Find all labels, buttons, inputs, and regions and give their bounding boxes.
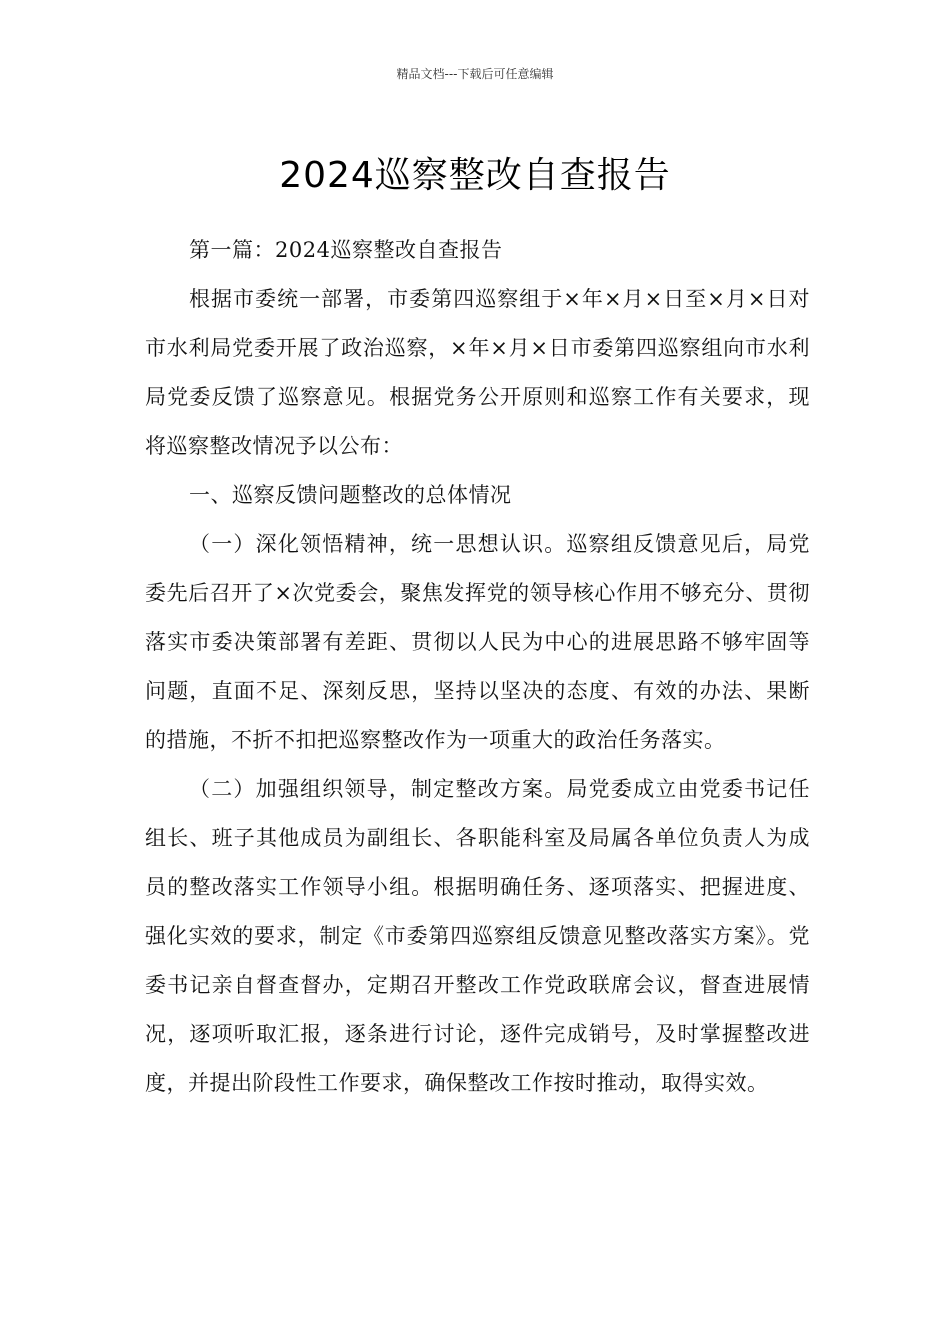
paragraph: 根据市委统一部署，市委第四巡察组于×年×月×日至×月×日对市水利局党委开展了政治巡察，×年×月×日市委第四巡察组向市水利局党委反馈了巡察意见。根据党务公开原则和巡察工作有关要求，现将巡察整改情况予以公布：: [145, 287, 810, 458]
paragraph: （一）深化领悟精神，统一思想认识。巡察组反馈意见后，局党委先后召开了×次党委会，聚焦发挥党的领导核心作用不够充分、贯彻落实市委决策部署有差距、贯彻以人民为中心的进展思路不够牢固等问题，直面不足、深刻反思，坚持以坚决的态度、有效的办法、果断的措施，不折不扣把巡察整改作为一项重大的政治任务落实。: [145, 532, 810, 752]
paragraph: （二）加强组织领导，制定整改方案。局党委成立由党委书记任组长、班子其他成员为副组长、各职能科室及局属各单位负责人为成员的整改落实工作领导小组。根据明确任务、逐项落实、把握进度、强化实效的要求，制定《市委第四巡察组反馈意见整改落实方案》。党委书记亲自督查督办，定期召开整改工作党政联席会议，督查进展情况，逐项听取汇报，逐条进行讨论，逐件完成销号，及时掌握整改进度，并提出阶段性工作要求，确保整改工作按时推动，取得实效。: [145, 777, 810, 1095]
document-title: 2024巡察整改自查报告: [279, 155, 671, 197]
document-body: [145, 226, 810, 1108]
section-heading: 一、巡察反馈问题整改的总体情况: [189, 483, 512, 507]
section-heading: 第一篇：2024巡察整改自查报告: [189, 238, 503, 262]
header-note: 精品文档---下载后可任意编辑: [396, 67, 554, 81]
